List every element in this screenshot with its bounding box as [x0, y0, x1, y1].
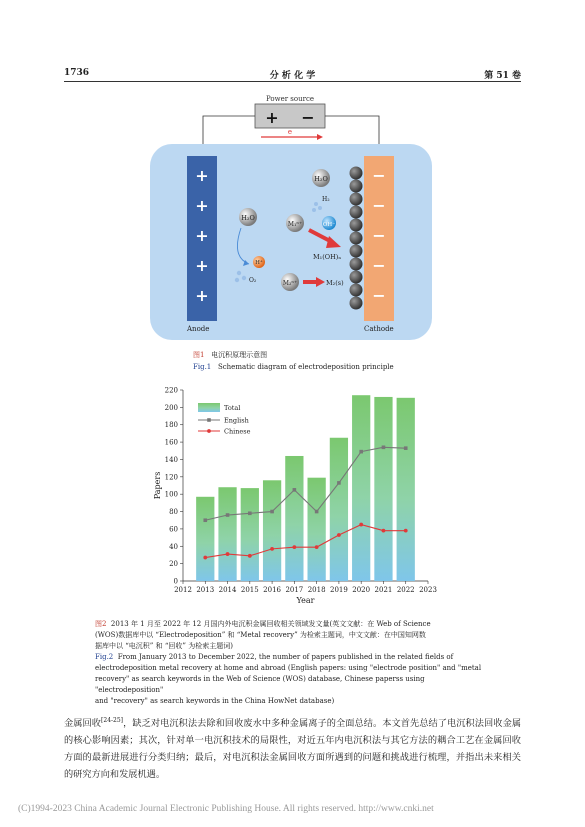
legend-label-chinese: Chinese	[224, 427, 251, 436]
point-chinese	[315, 545, 319, 549]
point-english	[404, 446, 408, 450]
point-english	[203, 518, 207, 522]
svg-text:M₂ⁿ⁺: M₂ⁿ⁺	[282, 280, 298, 287]
y-tick-label: 60	[169, 525, 178, 534]
legend-swatch-total	[198, 403, 220, 412]
legend-marker-english	[207, 418, 211, 422]
volume-label: 第 51 卷	[484, 71, 521, 81]
svg-text:+: +	[195, 166, 209, 185]
x-tick-label: 2017	[285, 586, 304, 594]
point-chinese	[292, 545, 296, 549]
point-english	[337, 481, 341, 485]
copyright-footer: (C)1994-2023 China Academic Journal Electronic Publishing House. All rights reserved. http://www.cnki.net	[18, 804, 434, 814]
point-chinese	[226, 552, 230, 556]
figure2-caption-en-line-2: electrodeposition metal recovery at home and abroad (English papers: using "electrode position" and "metal	[95, 664, 482, 672]
point-chinese	[382, 529, 386, 533]
cathode-label: Cathode	[364, 325, 394, 333]
point-english	[359, 450, 363, 454]
bar-total	[352, 395, 370, 581]
point-chinese	[359, 523, 363, 527]
svg-text:OH⁻: OH⁻	[322, 222, 336, 228]
y-tick-label: 220	[164, 386, 178, 395]
svg-text:+: +	[195, 196, 209, 215]
svg-text:−: −	[372, 286, 386, 305]
body-paragraph: 金属回收[24-25]，缺乏对电沉积法去除和回收废水中多种金属离子的全面总结。本文首先总结了电沉积法回收金属的核心影响因素；其次，针对单一电沉积技术的局限性，对近五年内电沉积法与其它方法的耦合工艺在金属回收方面的最新进展进行分类归纳；最后，对电沉积法金属回收方面所遇到的问题和挑战进行梳理，并指出未来相关的研究方向和发展机遇。	[64, 717, 522, 781]
x-tick-label: 2018	[307, 586, 326, 594]
header-rule	[64, 81, 521, 82]
power-minus-sign: −	[301, 108, 315, 127]
svg-text:−: −	[372, 166, 386, 185]
citation-ref: [24-25]	[101, 717, 124, 724]
x-axis-label: Year	[296, 596, 315, 605]
svg-text:M₁ⁿ⁺: M₁ⁿ⁺	[287, 221, 303, 228]
y-tick-label: 40	[169, 542, 178, 551]
y-tick-label: 100	[164, 490, 178, 499]
point-chinese	[270, 547, 274, 551]
bar-total	[241, 488, 259, 581]
legend-marker-chinese	[207, 429, 211, 433]
point-english	[382, 446, 386, 450]
y-axis-label: Papers	[153, 471, 162, 500]
figure2-caption-en-line-4: and "recovery" as search keywords in the China HowNet database)	[95, 697, 335, 705]
y-tick-label: 180	[164, 421, 178, 430]
svg-text:H₂O: H₂O	[241, 214, 255, 222]
svg-text:−: −	[372, 196, 386, 215]
y-tick-label: 80	[169, 508, 178, 517]
y-tick-label: 120	[164, 473, 178, 482]
figure1-caption-cn: 图1 电沉积原理示意图	[193, 351, 268, 359]
electron-label: e	[287, 128, 293, 136]
x-tick-label: 2013	[196, 586, 215, 594]
x-tick-label: 2014	[218, 586, 237, 594]
x-tick-label: 2019	[329, 586, 348, 594]
bar-total	[263, 480, 281, 581]
y-tick-label: 200	[164, 403, 178, 412]
power-plus-sign: +	[265, 108, 279, 127]
point-english	[226, 513, 230, 517]
svg-text:+: +	[195, 226, 209, 245]
x-tick-label: 2020	[352, 586, 371, 594]
x-tick-label: 2012	[174, 586, 192, 594]
y-tick-label: 20	[169, 560, 178, 569]
page-number: 1736	[64, 68, 90, 78]
point-chinese	[337, 533, 341, 537]
point-english	[293, 488, 297, 492]
svg-text:H₂: H₂	[322, 196, 330, 203]
point-english	[248, 511, 252, 515]
svg-text:−: −	[372, 256, 386, 275]
journal-title: 分 析 化 学	[269, 71, 316, 81]
figure2-caption-cn-line-1: 图2 2013 年 1 月至 2022 年 12 月国内外电沉积金属回收相关领域发文量(英文文献：在 Web of Science	[95, 620, 431, 628]
figure1-caption-en: Fig.1 Schematic diagram of electrodeposition principle	[193, 363, 394, 371]
svg-text:H⁺: H⁺	[255, 260, 263, 266]
electrodeposition-schematic	[145, 92, 435, 347]
figure2-caption-en-line-3: recovery" as search keywords in the Web of Science (WOS) database, Chinese paperss using "electrodeposition"	[95, 675, 425, 694]
y-tick-label: 160	[164, 438, 178, 447]
x-tick-label: 2016	[263, 586, 282, 594]
figure2-caption-en-line-1: Fig.2 From January 2013 to December 2022, the number of papers published in the related fields of	[95, 653, 454, 661]
svg-text:−: −	[372, 226, 386, 245]
y-tick-label: 140	[164, 455, 178, 464]
x-tick-label: 2023	[419, 586, 437, 594]
svg-text:O₂: O₂	[249, 277, 257, 284]
svg-text:+: +	[195, 256, 209, 275]
point-chinese	[248, 554, 252, 558]
point-chinese	[404, 529, 408, 533]
power-source-label: Power source	[265, 95, 315, 103]
papers-bar-line-chart	[150, 385, 440, 615]
figure2-caption-cn-line-3: 据库中以 “电沉积” 和 “回收” 为检索主题词)	[95, 642, 233, 650]
bar-total	[330, 438, 348, 581]
figure2-caption-cn-line-2: (WOS)数据库中以 “Electrodeposition” 和 “Metal recovery” 为检索主题词，中文文献：在中国知网数	[95, 631, 426, 639]
x-tick-label: 2022	[396, 586, 415, 594]
bar-total	[285, 456, 303, 581]
metal-hydroxide-label: M₁(OH)ₙ	[313, 253, 342, 261]
legend-label-total: Total	[224, 404, 241, 412]
legend-label-english: English	[224, 416, 249, 425]
svg-text:+: +	[195, 286, 209, 305]
bar-total	[374, 397, 392, 581]
x-tick-label: 2015	[240, 586, 259, 594]
bar-total	[218, 487, 236, 581]
deposited-metal-spheres	[350, 167, 363, 310]
anode-label: Anode	[187, 325, 210, 333]
x-tick-label: 2021	[374, 586, 393, 594]
figure2-caption	[95, 619, 490, 707]
bar-total	[308, 478, 326, 581]
point-english	[270, 510, 274, 514]
bar-total	[196, 497, 214, 581]
point-english	[315, 510, 319, 514]
bar-total	[397, 398, 415, 581]
svg-text:H₂O: H₂O	[314, 175, 328, 183]
y-tick-label: 0	[173, 577, 178, 586]
metal-solid-label: M₂(s)	[326, 279, 344, 287]
point-chinese	[203, 556, 207, 560]
